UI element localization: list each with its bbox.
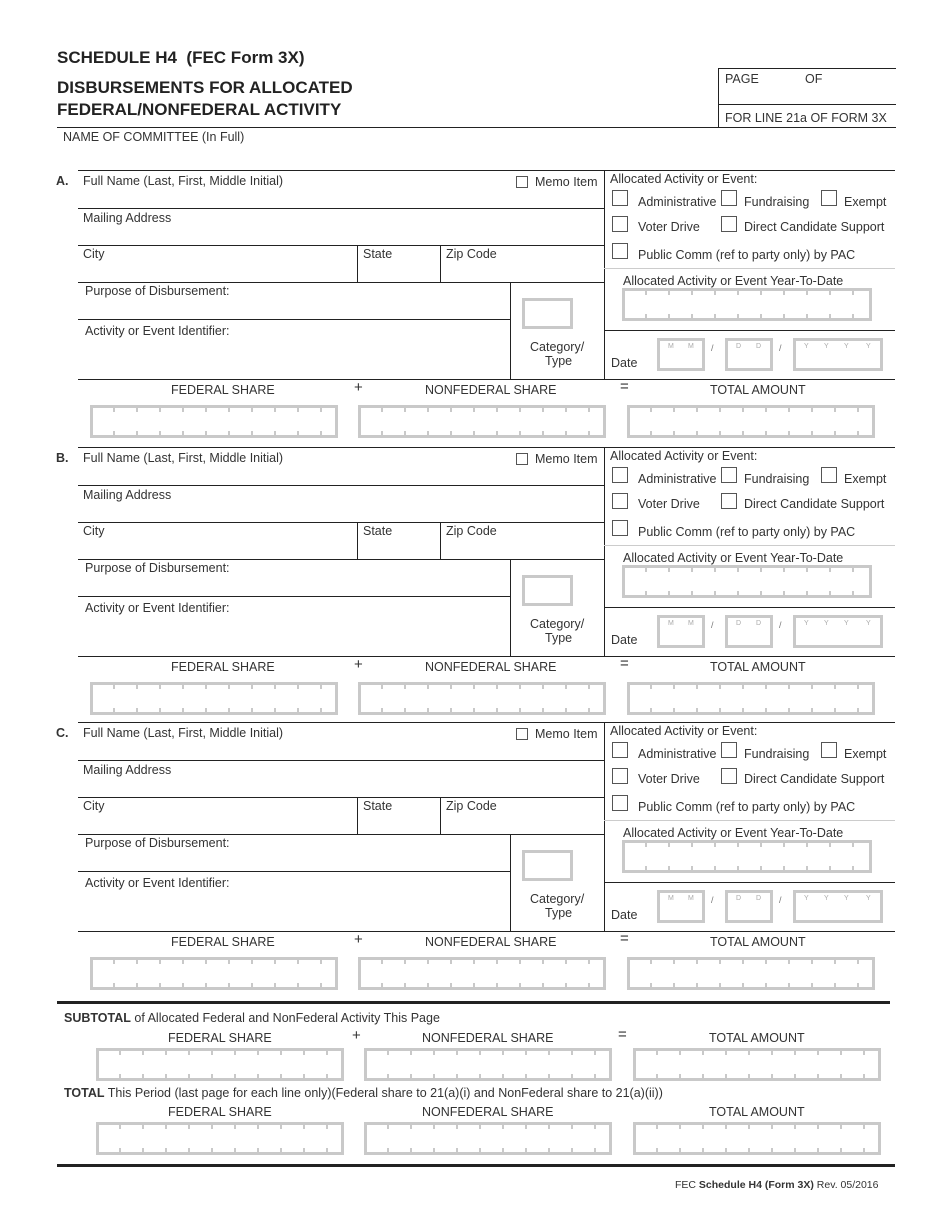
entry-3-date-slash-2: /	[779, 895, 782, 905]
entry-1-fundraising-checkbox[interactable]	[721, 190, 737, 206]
entry-1-city-label: City	[83, 247, 105, 261]
entry-1-administrative-label: Administrative	[638, 195, 717, 209]
total-federal-label: FEDERAL SHARE	[168, 1105, 272, 1119]
entry-1-direct-candidate-label: Direct Candidate Support	[744, 220, 885, 234]
entry-3-purpose-label: Purpose of Disbursement:	[85, 836, 230, 850]
entry-2-date-placeholder-1-0: D	[736, 620, 742, 627]
entry-1-federal-field[interactable]	[90, 405, 338, 438]
entry-3-date-month-field[interactable]	[657, 890, 705, 923]
entry-2-direct-candidate-label: Direct Candidate Support	[744, 497, 885, 511]
entry-1-full-name-field[interactable]	[83, 190, 503, 206]
entry-3-fundraising-checkbox[interactable]	[721, 742, 737, 758]
entry-2-federal-label: FEDERAL SHARE	[171, 660, 275, 674]
entry-2-city-label: City	[83, 524, 105, 538]
entry-2-date-placeholder-2-3: Y	[866, 620, 871, 627]
entry-2-administrative-checkbox[interactable]	[612, 467, 628, 483]
entry-1-ytd-top-line	[604, 268, 895, 269]
entry-2-mail-line	[78, 522, 604, 523]
entry-2-mailing-field[interactable]	[83, 504, 598, 520]
entry-1-date-label: Date	[611, 356, 638, 370]
subtotal-heading	[64, 1011, 440, 1025]
total-total-label: TOTAL AMOUNT	[709, 1105, 805, 1119]
footer-divider	[57, 1164, 895, 1167]
entry-3-category-sep	[510, 834, 511, 931]
entry-1-memo-label: Memo Item	[535, 175, 598, 189]
entry-1-purpose-field[interactable]	[85, 301, 505, 317]
entry-2-date-year-field[interactable]	[793, 615, 883, 648]
entry-3-memo-checkbox[interactable]	[516, 728, 528, 740]
page-box-mid	[718, 104, 896, 105]
entry-1-category-label-2: Type	[545, 354, 573, 368]
entry-1-name-line	[78, 208, 604, 209]
entry-2-fundraising-checkbox[interactable]	[721, 467, 737, 483]
entry-3-equals-sign: =	[620, 930, 629, 947]
entry-3-mail-line	[78, 797, 604, 798]
entry-1-city-line	[78, 282, 604, 283]
entry-3-date-placeholder-2-2: Y	[844, 895, 849, 902]
entry-3-federal-field[interactable]	[90, 957, 338, 990]
entry-2-date-slash-1: /	[711, 620, 714, 630]
entry-2-date-placeholder-0-0: M	[668, 620, 674, 627]
entry-1-state-label: State	[363, 247, 393, 261]
entry-3-ytd-top-line	[604, 820, 895, 821]
entry-2-date-slash-2: /	[779, 620, 782, 630]
entry-3-date-placeholder-1-0: D	[736, 895, 742, 902]
entry-3-date-placeholder-0-0: M	[668, 895, 674, 902]
entry-1-date-placeholder-2-3: Y	[866, 343, 871, 350]
entry-2-voter-drive-checkbox[interactable]	[612, 493, 628, 509]
page-label: PAGE	[725, 72, 759, 86]
entry-2-right-sep	[604, 447, 605, 656]
entry-3-state-label: State	[363, 799, 393, 813]
entry-1-memo-checkbox[interactable]	[516, 176, 528, 188]
subtotal-divider	[57, 1001, 890, 1004]
entry-2-date-label: Date	[611, 633, 638, 647]
entry-2-zip-sep	[440, 522, 441, 559]
entry-3-total-field[interactable]	[627, 957, 875, 990]
entry-2-top-line	[78, 447, 895, 448]
entry-1-ytd-line	[604, 330, 895, 331]
entry-2-date-placeholder-1-1: D	[756, 620, 762, 627]
entry-3-full-name-field[interactable]	[83, 742, 503, 758]
total-nonfederal-field[interactable]	[364, 1122, 612, 1155]
entry-2-category-label-1: Category/	[530, 617, 585, 631]
entry-3-purpose-line	[78, 871, 510, 872]
entry-1-administrative-checkbox[interactable]	[612, 190, 628, 206]
page-total-field[interactable]	[830, 86, 880, 100]
entry-2-federal-field[interactable]	[90, 682, 338, 715]
entry-3-full-name-label: Full Name (Last, First, Middle Initial)	[83, 726, 284, 740]
entry-3-ytd-label: Allocated Activity or Event Year-To-Date	[623, 826, 844, 840]
entry-3-identifier-label: Activity or Event Identifier:	[85, 876, 230, 890]
entry-1-date-placeholder-2-0: Y	[804, 343, 809, 350]
entry-1-public-comm-checkbox[interactable]	[612, 243, 628, 259]
entry-2-direct-candidate-checkbox[interactable]	[721, 493, 737, 509]
footer-prefix: FEC	[675, 1179, 696, 1191]
entry-2-ytd-field[interactable]	[622, 565, 872, 598]
entry-3-voter-drive-checkbox[interactable]	[612, 768, 628, 784]
entry-2-date-placeholder-2-1: Y	[824, 620, 829, 627]
entry-2-total-field[interactable]	[627, 682, 875, 715]
entry-2-memo-checkbox[interactable]	[516, 453, 528, 465]
entry-3-exempt-label: Exempt	[844, 747, 887, 761]
entry-3-public-comm-label: Public Comm (ref to party only) by PAC	[638, 800, 856, 814]
entry-1-exempt-label: Exempt	[844, 195, 887, 209]
entry-1-date-placeholder-0-1: M	[688, 343, 694, 350]
entry-1-ytd-field[interactable]	[622, 288, 872, 321]
committee-name-field[interactable]	[63, 146, 893, 168]
subtotal-total-field[interactable]	[633, 1048, 881, 1081]
entry-3-ytd-line	[604, 882, 895, 883]
entry-1-purpose-line	[78, 319, 510, 320]
entry-2-state-label: State	[363, 524, 393, 538]
entry-2-ytd-top-line	[604, 545, 895, 546]
total-total-field[interactable]	[633, 1122, 881, 1155]
entry-3-name-line	[78, 760, 604, 761]
subtotal-federal-label: FEDERAL SHARE	[168, 1031, 272, 1045]
entry-3-category-label-2: Type	[545, 906, 573, 920]
entry-1-city-field[interactable]	[83, 264, 351, 280]
entry-2-full-name-label: Full Name (Last, First, Middle Initial)	[83, 451, 284, 465]
entry-3-date-slash-1: /	[711, 895, 714, 905]
entry-1-exempt-checkbox[interactable]	[821, 190, 837, 206]
entry-2-voter-drive-label: Voter Drive	[638, 497, 700, 511]
page-box-left	[718, 68, 719, 128]
entry-2-letter: B.	[56, 451, 69, 465]
entry-2-purpose-field[interactable]	[85, 578, 505, 594]
entry-1-nonfederal-field[interactable]	[358, 405, 606, 438]
entry-1-share-line	[78, 379, 895, 380]
entry-3-date-day-field[interactable]	[725, 890, 773, 923]
entry-3-mailing-label: Mailing Address	[83, 763, 172, 777]
entry-3-public-comm-checkbox[interactable]	[612, 795, 628, 811]
entry-2-state-field[interactable]	[363, 541, 435, 557]
entry-1-purpose-label: Purpose of Disbursement:	[85, 284, 230, 298]
total-federal-field[interactable]	[96, 1122, 344, 1155]
entry-2-exempt-checkbox[interactable]	[821, 467, 837, 483]
entry-2-total-label: TOTAL AMOUNT	[710, 660, 806, 674]
entry-2-date-month-field[interactable]	[657, 615, 705, 648]
entry-1-right-sep	[604, 170, 605, 379]
entry-2-memo-label: Memo Item	[535, 452, 598, 466]
entry-3-direct-candidate-label: Direct Candidate Support	[744, 772, 885, 786]
entry-1-zip-sep	[440, 245, 441, 282]
entry-1-ytd-label: Allocated Activity or Event Year-To-Date	[623, 274, 844, 288]
entry-1-state-field[interactable]	[363, 264, 435, 280]
entry-3-identifier-field[interactable]	[85, 893, 505, 923]
page-title-line2: FEDERAL/NONFEDERAL ACTIVITY	[57, 100, 342, 119]
entry-2-mailing-label: Mailing Address	[83, 488, 172, 502]
entry-1-plus-sign: +	[354, 379, 363, 396]
entry-2-allocated-label: Allocated Activity or Event:	[610, 449, 758, 463]
entry-1-date-placeholder-1-1: D	[756, 343, 762, 350]
entry-3-date-placeholder-2-1: Y	[824, 895, 829, 902]
footer-revision: Rev. 05/2016	[816, 1179, 879, 1191]
entry-2-identifier-field[interactable]	[85, 618, 505, 648]
entry-1-fundraising-label: Fundraising	[744, 195, 810, 209]
entry-3-state-field[interactable]	[363, 816, 435, 832]
entry-1-date-day-field[interactable]	[725, 338, 773, 371]
entry-2-equals-sign: =	[620, 655, 629, 672]
entry-2-zip-field[interactable]	[446, 541, 598, 557]
entry-3-direct-candidate-checkbox[interactable]	[721, 768, 737, 784]
entry-2-exempt-label: Exempt	[844, 472, 887, 486]
entry-1-full-name-label: Full Name (Last, First, Middle Initial)	[83, 174, 284, 188]
entry-1-direct-candidate-checkbox[interactable]	[721, 216, 737, 232]
entry-1-mailing-field[interactable]	[83, 227, 598, 243]
entry-2-nonfederal-field[interactable]	[358, 682, 606, 715]
entry-2-fundraising-label: Fundraising	[744, 472, 810, 486]
entry-3-city-line	[78, 834, 604, 835]
page-title-line1: DISBURSEMENTS FOR ALLOCATED	[57, 78, 353, 97]
schedule-title	[57, 48, 304, 68]
subtotal-total-label: TOTAL AMOUNT	[709, 1031, 805, 1045]
entry-2-administrative-label: Administrative	[638, 472, 717, 486]
entry-3-purpose-field[interactable]	[85, 853, 505, 869]
entry-3-nonfederal-label: NONFEDERAL SHARE	[425, 935, 557, 949]
of-label: OF	[805, 72, 823, 86]
form-name: (FEC Form 3X)	[186, 48, 305, 67]
subtotal-equals: =	[618, 1026, 627, 1043]
entry-1-mailing-label: Mailing Address	[83, 211, 172, 225]
entry-2-name-line	[78, 485, 604, 486]
entry-3-fundraising-label: Fundraising	[744, 747, 810, 761]
page-number-field[interactable]	[775, 86, 800, 100]
entry-1-identifier-field[interactable]	[85, 341, 505, 371]
entry-1-category-sep	[510, 282, 511, 379]
entry-2-ytd-label: Allocated Activity or Event Year-To-Date	[623, 551, 844, 565]
entry-2-purpose-label: Purpose of Disbursement:	[85, 561, 230, 575]
entry-3-date-year-field[interactable]	[793, 890, 883, 923]
entry-2-purpose-line	[78, 596, 510, 597]
entry-1-date-slash-1: /	[711, 343, 714, 353]
entry-2-ytd-line	[604, 607, 895, 608]
entry-3-city-label: City	[83, 799, 105, 813]
entry-3-category-field[interactable]	[522, 850, 573, 881]
subtotal-federal-field[interactable]	[96, 1048, 344, 1081]
entry-3-administrative-label: Administrative	[638, 747, 717, 761]
entry-3-date-placeholder-2-3: Y	[866, 895, 871, 902]
entry-1-date-placeholder-1-0: D	[736, 343, 742, 350]
subtotal-nonfederal-label: NONFEDERAL SHARE	[422, 1031, 554, 1045]
entry-3-state-sep	[357, 797, 358, 834]
entry-1-total-label: TOTAL AMOUNT	[710, 383, 806, 397]
for-line-label: FOR LINE 21a OF FORM 3X	[725, 111, 887, 125]
entry-3-date-placeholder-1-1: D	[756, 895, 762, 902]
entry-1-voter-drive-checkbox[interactable]	[612, 216, 628, 232]
entry-1-public-comm-label: Public Comm (ref to party only) by PAC	[638, 248, 856, 262]
total-bold: TOTAL	[64, 1086, 105, 1100]
entry-3-top-line	[78, 722, 895, 723]
entry-3-zip-sep	[440, 797, 441, 834]
entry-1-federal-label: FEDERAL SHARE	[171, 383, 275, 397]
subtotal-bold: SUBTOTAL	[64, 1011, 131, 1025]
entry-1-date-placeholder-2-1: Y	[824, 343, 829, 350]
entry-2-city-field[interactable]	[83, 541, 351, 557]
entry-1-state-sep	[357, 245, 358, 282]
entry-1-date-year-field[interactable]	[793, 338, 883, 371]
entry-1-date-slash-2: /	[779, 343, 782, 353]
total-text: This Period (last page for each line only)(Federal share to 21(a)(i) and NonFederal share to 21(a)(ii))	[107, 1086, 663, 1100]
entry-1-top-line	[78, 170, 895, 171]
entry-1-date-placeholder-0-0: M	[668, 343, 674, 350]
subtotal-text: of Allocated Federal and NonFederal Activity This Page	[134, 1011, 440, 1025]
entry-2-city-line	[78, 559, 604, 560]
entry-2-date-day-field[interactable]	[725, 615, 773, 648]
entry-2-date-placeholder-2-2: Y	[844, 620, 849, 627]
entry-3-zip-label: Zip Code	[446, 799, 497, 813]
entry-3-voter-drive-label: Voter Drive	[638, 772, 700, 786]
entry-3-allocated-label: Allocated Activity or Event:	[610, 724, 758, 738]
entry-2-zip-label: Zip Code	[446, 524, 497, 538]
entry-2-plus-sign: +	[354, 656, 363, 673]
total-nonfederal-label: NONFEDERAL SHARE	[422, 1105, 554, 1119]
entry-2-identifier-label: Activity or Event Identifier:	[85, 601, 230, 615]
entry-1-zip-field[interactable]	[446, 264, 598, 280]
entry-1-total-field[interactable]	[627, 405, 875, 438]
entry-1-date-month-field[interactable]	[657, 338, 705, 371]
entry-2-nonfederal-label: NONFEDERAL SHARE	[425, 660, 557, 674]
entry-2-share-line	[78, 656, 895, 657]
entry-3-plus-sign: +	[354, 931, 363, 948]
footer-note	[675, 1178, 878, 1192]
entry-3-city-field[interactable]	[83, 816, 351, 832]
entry-2-category-label-2: Type	[545, 631, 573, 645]
entry-3-administrative-checkbox[interactable]	[612, 742, 628, 758]
entry-2-category-field[interactable]	[522, 575, 573, 606]
entry-1-allocated-label: Allocated Activity or Event:	[610, 172, 758, 186]
entry-2-public-comm-checkbox[interactable]	[612, 520, 628, 536]
entry-1-nonfederal-label: NONFEDERAL SHARE	[425, 383, 557, 397]
subtotal-plus: +	[352, 1027, 361, 1044]
entry-3-ytd-field[interactable]	[622, 840, 872, 873]
total-heading	[64, 1086, 663, 1100]
entry-3-mailing-field[interactable]	[83, 779, 598, 795]
entry-1-voter-drive-label: Voter Drive	[638, 220, 700, 234]
entry-3-federal-label: FEDERAL SHARE	[171, 935, 275, 949]
entry-1-letter: A.	[56, 174, 69, 188]
entry-2-state-sep	[357, 522, 358, 559]
page-box-top	[718, 68, 896, 69]
entry-2-category-sep	[510, 559, 511, 656]
entry-3-right-sep	[604, 722, 605, 931]
entry-3-date-placeholder-2-0: Y	[804, 895, 809, 902]
entry-1-zip-label: Zip Code	[446, 247, 497, 261]
entry-2-date-placeholder-0-1: M	[688, 620, 694, 627]
subtotal-nonfederal-field[interactable]	[364, 1048, 612, 1081]
entry-3-date-placeholder-0-1: M	[688, 895, 694, 902]
entry-3-total-label: TOTAL AMOUNT	[710, 935, 806, 949]
schedule-name: SCHEDULE H4	[57, 48, 177, 67]
entry-3-zip-field[interactable]	[446, 816, 598, 832]
entry-3-exempt-checkbox[interactable]	[821, 742, 837, 758]
committee-label: NAME OF COMMITTEE (In Full)	[63, 130, 245, 144]
entry-3-category-label-1: Category/	[530, 892, 585, 906]
entry-3-memo-label: Memo Item	[535, 727, 598, 741]
entry-3-nonfederal-field[interactable]	[358, 957, 606, 990]
entry-2-public-comm-label: Public Comm (ref to party only) by PAC	[638, 525, 856, 539]
entry-1-identifier-label: Activity or Event Identifier:	[85, 324, 230, 338]
entry-1-date-placeholder-2-2: Y	[844, 343, 849, 350]
header-divider	[57, 127, 896, 128]
entry-2-date-placeholder-2-0: Y	[804, 620, 809, 627]
entry-1-category-label-1: Category/	[530, 340, 585, 354]
entry-3-share-line	[78, 931, 895, 932]
entry-3-date-label: Date	[611, 908, 638, 922]
entry-1-category-field[interactable]	[522, 298, 573, 329]
entry-1-mail-line	[78, 245, 604, 246]
entry-1-equals-sign: =	[620, 378, 629, 395]
entry-2-full-name-field[interactable]	[83, 467, 503, 483]
entry-3-letter: C.	[56, 726, 69, 740]
footer-schedule: Schedule H4 (Form 3X)	[698, 1179, 814, 1191]
